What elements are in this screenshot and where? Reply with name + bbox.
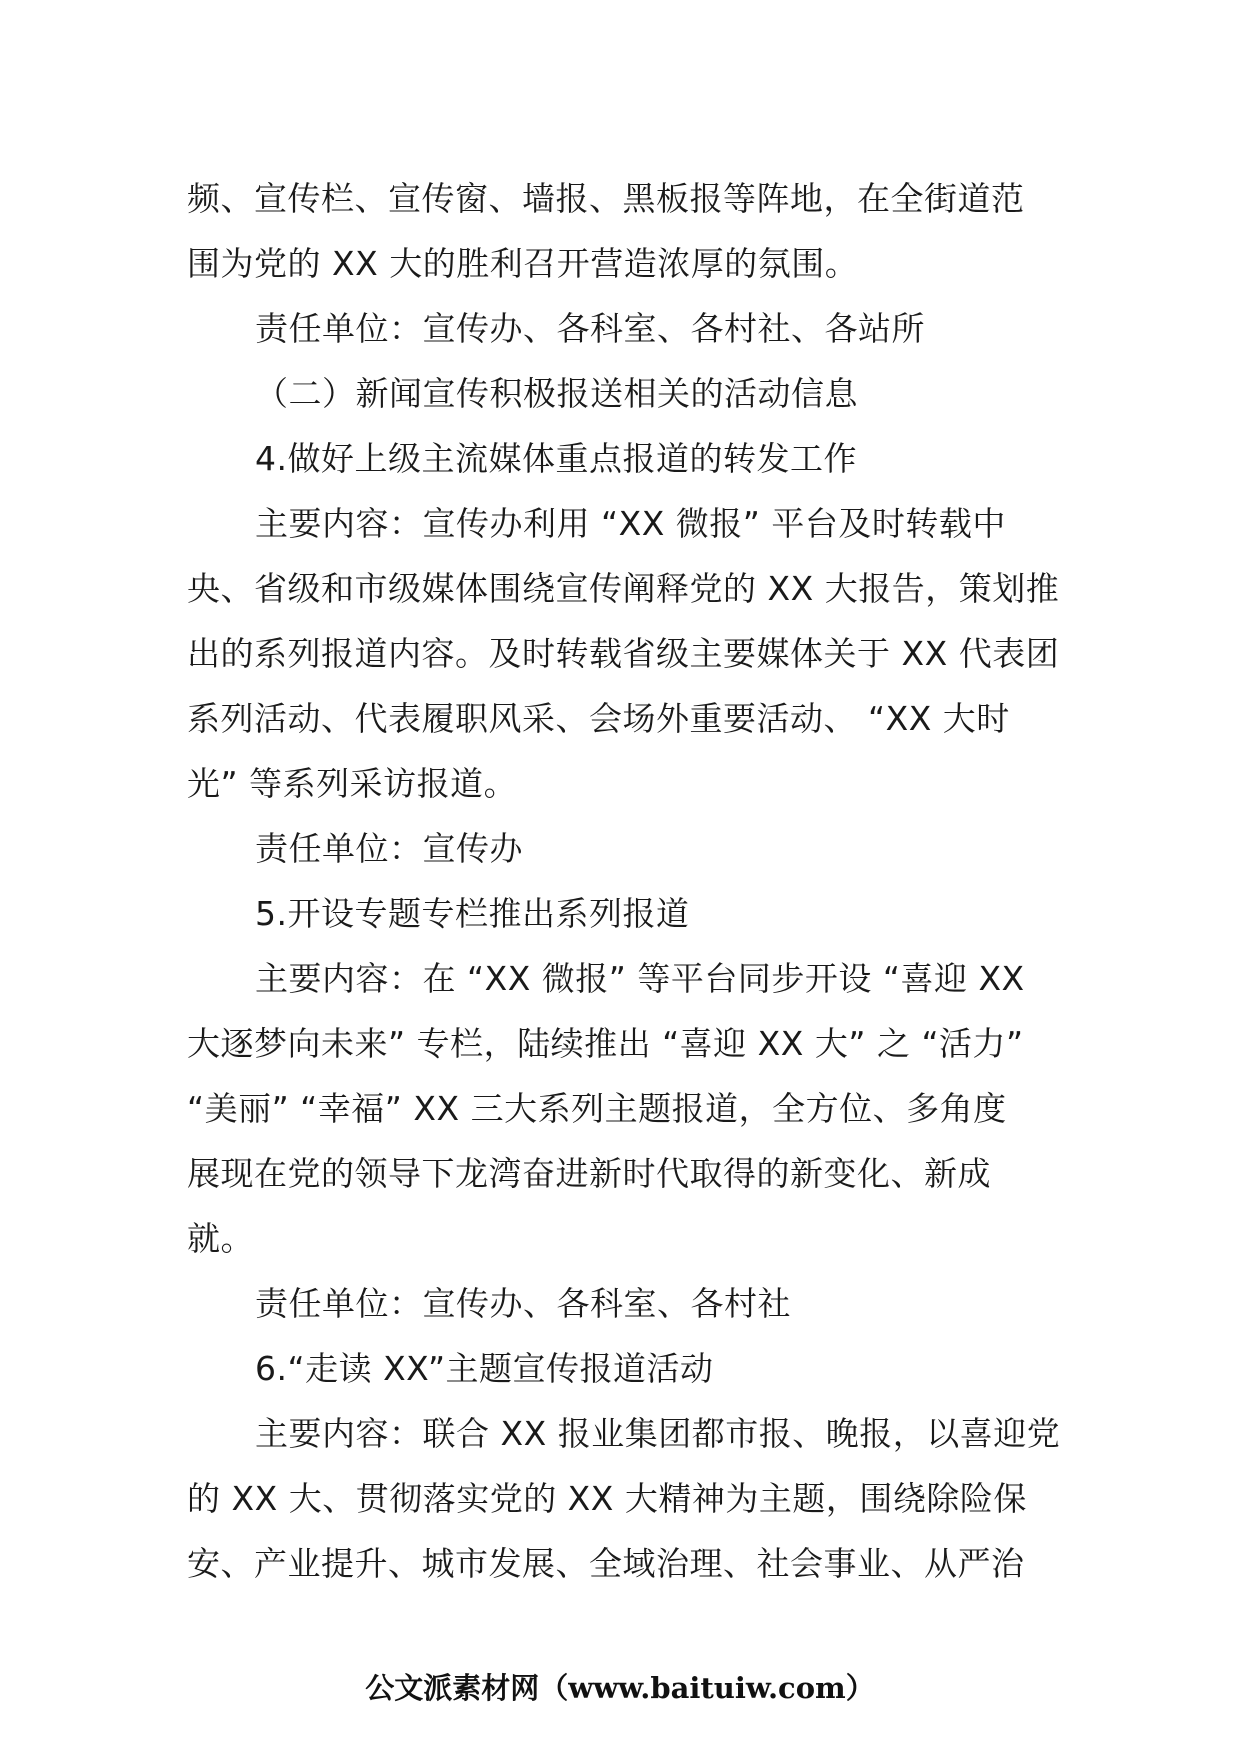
item-heading: 6.“走读 XX”主题宣传报道活动 — [255, 1349, 714, 1388]
footer-watermark: 公文派素材网（www.baituiw.com） — [365, 1671, 875, 1705]
document-body — [187, 166, 1067, 1596]
text-line: 的 XX 大、贯彻落实党的 XX 大精神为主题，围绕除险保 — [187, 1479, 1027, 1518]
item-heading: 5.开设专题专栏推出系列报道 — [255, 894, 690, 933]
text-line: 主要内容：宣传办利用 “XX 微报” 平台及时转载中 — [255, 504, 1006, 543]
text-line: 责任单位：宣传办 — [255, 829, 523, 868]
text-line: 大逐梦向未来” 专栏，陆续推出 “喜迎 XX 大” 之 “活力” — [187, 1024, 1024, 1063]
text-line: 责任单位：宣传办、各科室、各村社 — [255, 1284, 791, 1323]
text-line: “美丽” “幸福” XX 三大系列主题报道，全方位、多角度 — [187, 1089, 1007, 1128]
text-line: 光” 等系列采访报道。 — [187, 764, 518, 803]
text-line: 责任单位：宣传办、各科室、各村社、各站所 — [255, 309, 925, 348]
section-heading: （二）新闻宣传积极报送相关的活动信息 — [255, 374, 858, 413]
item-heading: 4.做好上级主流媒体重点报道的转发工作 — [255, 439, 857, 478]
text-line: 频、宣传栏、宣传窗、墙报、黑板报等阵地，在全街道范 — [187, 179, 1025, 218]
text-line: 出的系列报道内容。及时转载省级主要媒体关于 XX 代表团 — [187, 634, 1060, 673]
text-line: 主要内容：联合 XX 报业集团都市报、晚报，以喜迎党 — [255, 1414, 1061, 1453]
text-line: 就。 — [187, 1219, 254, 1258]
text-line: 主要内容：在 “XX 微报” 等平台同步开设 “喜迎 XX — [255, 959, 1025, 998]
text-line: 央、省级和市级媒体围绕宣传阐释党的 XX 大报告，策划推 — [187, 569, 1060, 608]
text-line: 展现在党的领导下龙湾奋进新时代取得的新变化、新成 — [187, 1154, 991, 1193]
text-line: 安、产业提升、城市发展、全域治理、社会事业、从严治 — [187, 1544, 1025, 1583]
text-line: 系列活动、代表履职风采、会场外重要活动、 “XX 大时 — [187, 699, 1010, 738]
text-line: 围为党的 XX 大的胜利召开营造浓厚的氛围。 — [187, 244, 859, 283]
